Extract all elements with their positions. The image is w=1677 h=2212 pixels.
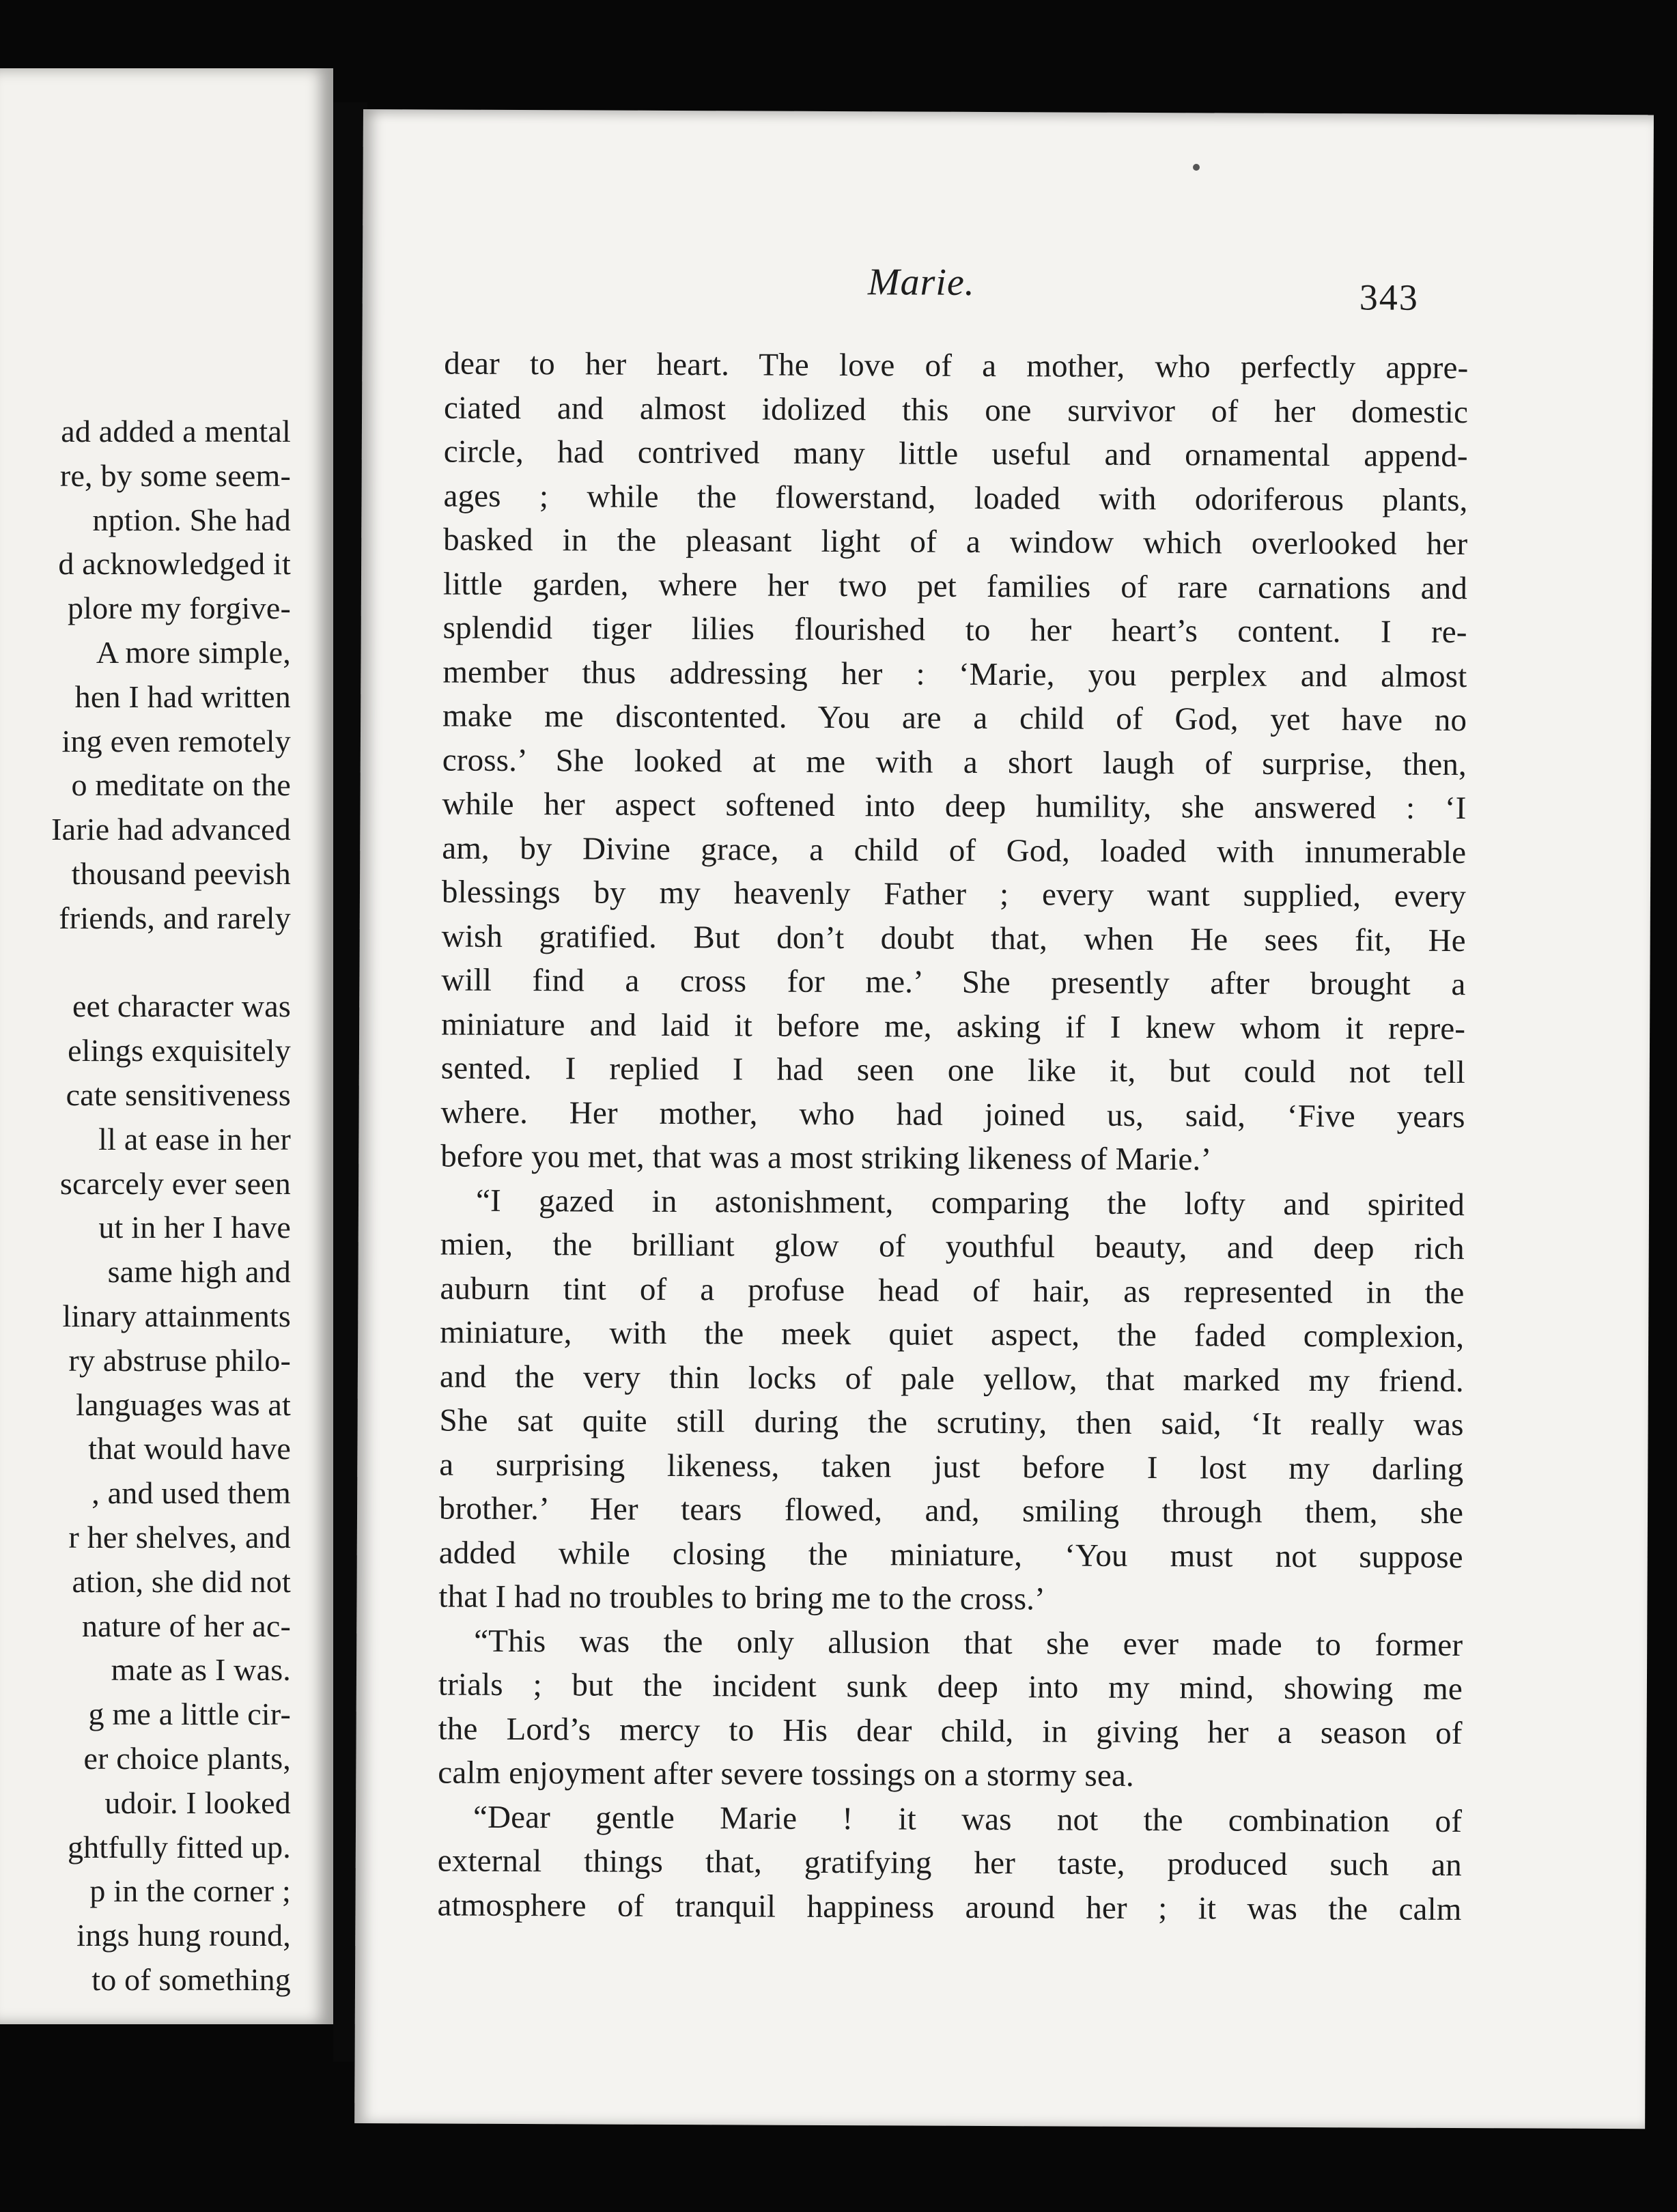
text-line: cross.’ She looked at me with a short laugh of surprise, then, — [442, 742, 1467, 782]
left-line: ry abstruse philo- — [68, 1342, 291, 1378]
text-line: “I gazed in astonishment, comparing the lofty and spirited — [475, 1182, 1465, 1223]
text-line: sented. I replied I had seen one like it, but could not tell — [440, 1050, 1465, 1091]
text-line: where. Her mother, who had joined us, said, ‘Five years — [440, 1094, 1465, 1135]
text-line: while her aspect softened into deep humility, she answered : ‘I — [442, 786, 1467, 827]
text-line: added while closing the miniature, ‘You must not suppose — [438, 1535, 1463, 1575]
left-line: , and used them — [91, 1475, 291, 1511]
ink-speck — [1193, 164, 1200, 171]
left-line: elings exquisitely — [68, 1033, 291, 1068]
left-line: re, by some seem- — [59, 457, 291, 493]
text-line: external things that, gratifying her taste, produced such an — [437, 1843, 1462, 1884]
text-line: brother.’ Her tears flowed, and, smiling through them, she — [438, 1490, 1464, 1531]
text-line: atmosphere of tranquil happiness around her ; it was the calm — [437, 1886, 1462, 1927]
left-line: scarcely ever seen — [59, 1165, 291, 1201]
left-line: to of something — [91, 1961, 291, 1997]
text-line: wish gratified. But don’t doubt that, when He sees fit, He — [441, 918, 1466, 959]
left-line: ation, she did not — [72, 1563, 291, 1599]
text-line: splendid tiger lilies flourished to her heart’s content. I re- — [442, 610, 1467, 651]
text-line: the Lord’s mercy to His dear child, in giving her a season of — [438, 1711, 1463, 1751]
left-line: ings hung round, — [76, 1918, 291, 1953]
body-text — [437, 342, 1468, 1932]
left-line: plore my forgive- — [67, 591, 291, 626]
left-line: that would have — [88, 1431, 291, 1466]
text-line: and the very thin locks of pale yellow, that marked my friend. — [439, 1359, 1465, 1399]
left-line: friends, and rarely — [59, 900, 291, 935]
left-line: nature of her ac- — [81, 1608, 291, 1643]
left-line: o meditate on the — [71, 767, 291, 803]
text-line: member thus addressing her : ‘Marie, you perplex and almost — [442, 654, 1467, 694]
text-line: a surprising likeness, taken just before I lost my darling — [439, 1447, 1464, 1487]
left-line: same high and — [107, 1254, 291, 1290]
text-line: am, by Divine grace, a child of God, loaded with innumerable — [442, 830, 1467, 870]
left-line: hen I had written — [74, 679, 291, 714]
text-line: ages ; while the flowerstand, loaded with odoriferous plants, — [443, 478, 1468, 518]
left-line: ing even remotely — [61, 723, 291, 758]
left-page — [0, 68, 333, 2024]
page-number: 343 — [1359, 276, 1419, 318]
text-line: mien, the brilliant glow of youthful beauty, and deep rich — [440, 1226, 1465, 1267]
left-line: p in the corner ; — [89, 1873, 291, 1909]
left-page-text — [0, 410, 291, 2002]
text-line: auburn tint of a profuse head of hair, as represented in the — [440, 1271, 1465, 1311]
text-line: calm enjoyment after severe tossings on a stormy sea. — [438, 1755, 1134, 1793]
left-line: mate as I was. — [111, 1652, 291, 1688]
text-line: trials ; but the incident sunk deep into my mind, showing me — [438, 1667, 1463, 1707]
left-line: er choice plants, — [83, 1740, 291, 1776]
left-line: eet character was — [72, 989, 291, 1024]
left-line: linary attainments — [62, 1298, 291, 1333]
text-line: “Dear gentle Marie ! it was not the combination of — [473, 1799, 1463, 1839]
text-line: make me discontented. You are a child of God, yet have no — [442, 698, 1467, 739]
left-line: ll at ease in her — [98, 1121, 291, 1157]
left-line: ad added a mental — [61, 414, 291, 449]
left-line: Iarie had advanced — [51, 812, 291, 847]
text-line: will find a cross for me.’ She presently after brought a — [441, 962, 1466, 1003]
left-line: nption. She had — [92, 502, 291, 537]
text-line: little garden, where her two pet families of rare carnations and — [442, 566, 1468, 606]
text-line: She sat quite still during the scrutiny, then said, ‘It really was — [439, 1402, 1464, 1443]
text-line: dear to her heart. The love of a mother, who perfectly appre- — [444, 345, 1469, 386]
text-line: blessings by my heavenly Father ; every want supplied, every — [441, 874, 1467, 915]
text-line: miniature and laid it before me, asking if I knew whom it repre- — [441, 1006, 1466, 1047]
left-line: cate sensitiveness — [66, 1077, 291, 1112]
text-line: that I had no troubles to bring me to the cross.’ — [438, 1578, 1046, 1617]
left-line: g me a little cir- — [88, 1697, 291, 1732]
left-line — [0, 941, 291, 985]
text-line: before you met, that was a most striking likeness of Marie.’ — [440, 1138, 1212, 1178]
text-line: “This was the only allusion that she ever made to former — [474, 1623, 1463, 1663]
left-line: A more simple, — [96, 634, 291, 670]
left-line: d acknowledged it — [58, 546, 291, 582]
left-line: udoir. I looked — [104, 1785, 291, 1820]
text-line: circle, had contrived many little useful and ornamental append- — [443, 434, 1468, 474]
left-line: ut in her I have — [98, 1210, 291, 1245]
left-line: r her shelves, and — [68, 1519, 291, 1555]
running-head: Marie. — [867, 261, 975, 304]
left-line: thousand peevish — [71, 855, 291, 891]
text-line: ciated and almost idolized this one survivor of her domestic — [443, 390, 1469, 430]
right-page — [354, 109, 1654, 2129]
text-line: miniature, with the meek quiet aspect, the faded complexion, — [440, 1314, 1465, 1355]
left-line: languages was at — [76, 1387, 291, 1422]
left-line: ghtfully fitted up. — [67, 1829, 291, 1864]
text-line: basked in the pleasant light of a window which overlooked her — [443, 522, 1468, 563]
